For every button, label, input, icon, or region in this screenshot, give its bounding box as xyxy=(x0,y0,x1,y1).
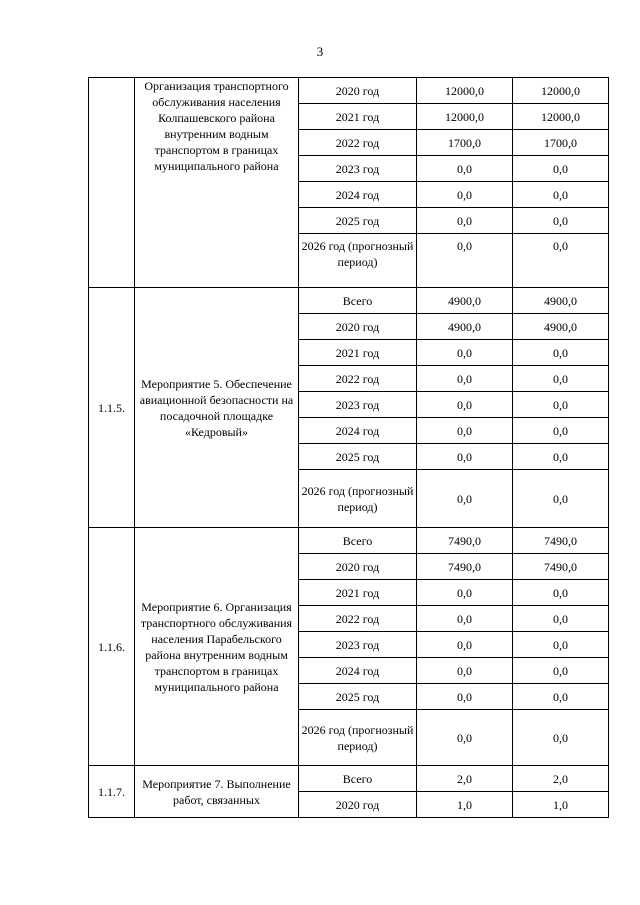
period-label: 2024 год xyxy=(299,182,417,208)
amount-total: 0,0 xyxy=(417,418,513,444)
amount-source: 0,0 xyxy=(513,632,609,658)
amount-total: 12000,0 xyxy=(417,104,513,130)
item-description: Мероприятие 6. Организация транспортного обслуживания населения Парабельского района внутренним водным транспортом в границах муниципального района xyxy=(135,528,299,766)
item-number: 1.1.6. xyxy=(89,528,135,766)
amount-source: 0,0 xyxy=(513,156,609,182)
amount-total: 0,0 xyxy=(417,234,513,288)
period-label: Всего xyxy=(299,528,417,554)
item-number: 1.1.5. xyxy=(89,288,135,528)
table-row xyxy=(89,766,609,792)
amount-total: 0,0 xyxy=(417,208,513,234)
period-label: 2025 год xyxy=(299,444,417,470)
amount-source: 0,0 xyxy=(513,418,609,444)
period-label: 2026 год (прогнозный период) xyxy=(299,470,417,528)
amount-source: 0,0 xyxy=(513,392,609,418)
amount-total: 0,0 xyxy=(417,658,513,684)
period-label: 2026 год (прогнозный период) xyxy=(299,710,417,766)
item-number xyxy=(89,78,135,288)
item-description: Организация транспортного обслуживания населения Колпашевского района внутренним водным транспортом в границах муниципального района xyxy=(135,78,299,288)
amount-total: 0,0 xyxy=(417,182,513,208)
period-label: 2023 год xyxy=(299,632,417,658)
item-number: 1.1.7. xyxy=(89,766,135,818)
amount-total: 7490,0 xyxy=(417,554,513,580)
amount-source: 0,0 xyxy=(513,340,609,366)
amount-total: 12000,0 xyxy=(417,78,513,104)
budget-table xyxy=(88,77,609,818)
period-label: Всего xyxy=(299,766,417,792)
period-label: 2020 год xyxy=(299,314,417,340)
amount-total: 0,0 xyxy=(417,632,513,658)
amount-total: 4900,0 xyxy=(417,314,513,340)
amount-source: 0,0 xyxy=(513,710,609,766)
amount-source: 1700,0 xyxy=(513,130,609,156)
amount-source: 0,0 xyxy=(513,366,609,392)
amount-source: 4900,0 xyxy=(513,314,609,340)
period-label: Всего xyxy=(299,288,417,314)
amount-source: 7490,0 xyxy=(513,528,609,554)
period-label: 2025 год xyxy=(299,684,417,710)
amount-source: 12000,0 xyxy=(513,78,609,104)
page-number: 3 xyxy=(316,44,324,59)
amount-source: 0,0 xyxy=(513,470,609,528)
period-label: 2020 год xyxy=(299,792,417,818)
amount-source: 0,0 xyxy=(513,580,609,606)
table-row xyxy=(89,288,609,314)
item-description: Мероприятие 5. Обеспечение авиационной безопасности на посадочной площадке «Кедровый» xyxy=(135,288,299,528)
amount-total: 7490,0 xyxy=(417,528,513,554)
amount-total: 1700,0 xyxy=(417,130,513,156)
amount-total: 0,0 xyxy=(417,156,513,182)
period-label: 2025 год xyxy=(299,208,417,234)
period-label: 2021 год xyxy=(299,104,417,130)
amount-total: 4900,0 xyxy=(417,288,513,314)
period-label: 2022 год xyxy=(299,606,417,632)
amount-total: 0,0 xyxy=(417,684,513,710)
amount-total: 0,0 xyxy=(417,444,513,470)
amount-source: 0,0 xyxy=(513,208,609,234)
budget-table-body xyxy=(89,78,609,818)
amount-total: 0,0 xyxy=(417,580,513,606)
period-label: 2026 год (прогнозный период) xyxy=(299,234,417,288)
amount-source: 0,0 xyxy=(513,444,609,470)
amount-total: 0,0 xyxy=(417,340,513,366)
period-label: 2024 год xyxy=(299,658,417,684)
period-label: 2020 год xyxy=(299,554,417,580)
table-row xyxy=(89,78,609,104)
period-label: 2022 год xyxy=(299,130,417,156)
amount-total: 0,0 xyxy=(417,606,513,632)
table-row xyxy=(89,528,609,554)
amount-source: 0,0 xyxy=(513,234,609,288)
item-description: Мероприятие 7. Выполнение работ, связанных xyxy=(135,766,299,818)
period-label: 2021 год xyxy=(299,580,417,606)
amount-source: 7490,0 xyxy=(513,554,609,580)
amount-source: 1,0 xyxy=(513,792,609,818)
amount-total: 0,0 xyxy=(417,366,513,392)
period-label: 2020 год xyxy=(299,78,417,104)
amount-total: 0,0 xyxy=(417,710,513,766)
period-label: 2022 год xyxy=(299,366,417,392)
amount-source: 4900,0 xyxy=(513,288,609,314)
amount-source: 0,0 xyxy=(513,658,609,684)
amount-source: 0,0 xyxy=(513,606,609,632)
amount-total: 0,0 xyxy=(417,392,513,418)
amount-source: 2,0 xyxy=(513,766,609,792)
amount-source: 0,0 xyxy=(513,684,609,710)
amount-total: 1,0 xyxy=(417,792,513,818)
period-label: 2023 год xyxy=(299,392,417,418)
period-label: 2024 год xyxy=(299,418,417,444)
amount-total: 2,0 xyxy=(417,766,513,792)
period-label: 2023 год xyxy=(299,156,417,182)
amount-total: 0,0 xyxy=(417,470,513,528)
amount-source: 12000,0 xyxy=(513,104,609,130)
amount-source: 0,0 xyxy=(513,182,609,208)
period-label: 2021 год xyxy=(299,340,417,366)
